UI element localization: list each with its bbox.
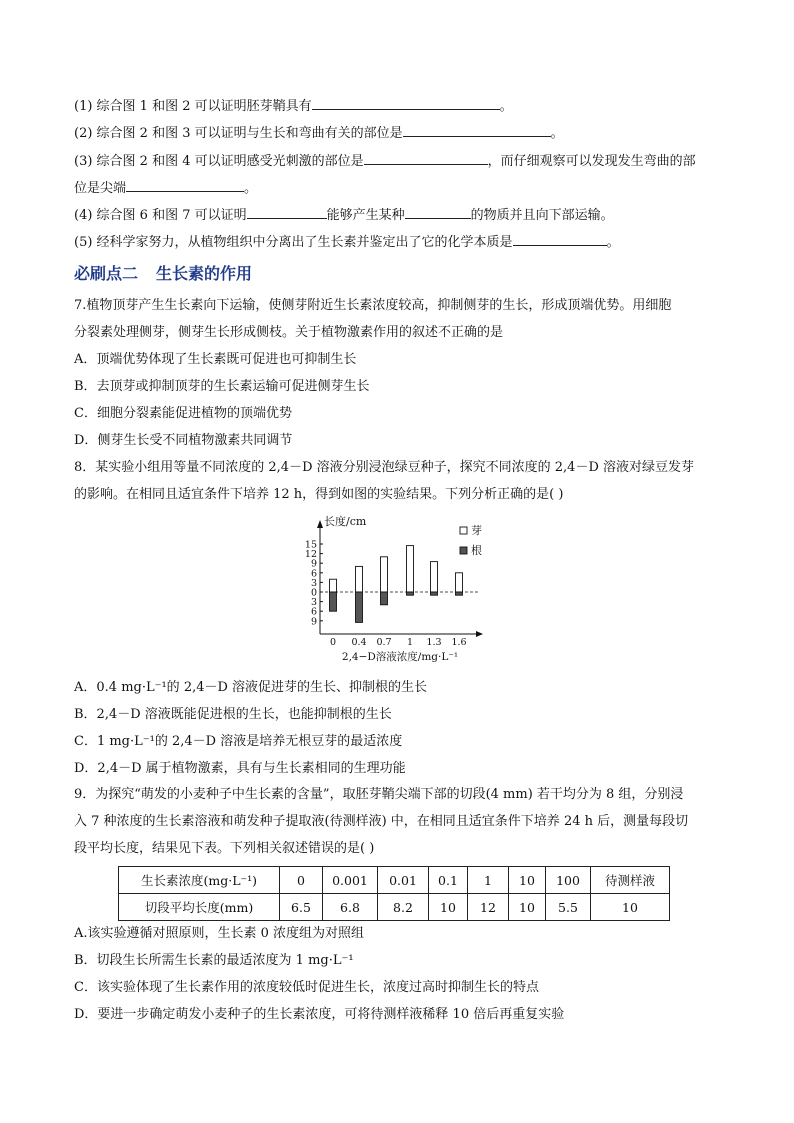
table-cell: 100 — [546, 867, 591, 894]
table-cell: 12 — [468, 894, 509, 921]
bar-root — [381, 592, 388, 605]
legend-swatch-sprout — [460, 527, 467, 534]
question-text: 。 — [606, 235, 620, 250]
fill-question-4 — [74, 205, 614, 225]
q7-option-d[interactable]: D．侧芽生长受不同植物激素共同调节 — [74, 433, 293, 448]
q9-option-a[interactable]: A.该实验遵循对照原则，生长素 0 浓度组为对照组 — [74, 926, 365, 941]
answer-blank[interactable] — [126, 178, 244, 192]
q8-option-d[interactable]: D．2,4－D 属于植物激素，具有与生长素相同的生理功能 — [74, 761, 406, 776]
data-table — [118, 866, 670, 921]
q7-stem-line2: 分裂素处理侧芽，侧芽生长形成侧枝。关于植物激素作用的叙述不正确的是 — [74, 325, 504, 340]
question-text: 。 — [550, 126, 564, 141]
answer-blank[interactable] — [247, 205, 327, 219]
table-row — [119, 867, 670, 894]
y-axis-arrow — [317, 520, 323, 528]
q8-stem-line2: 的影响。在相同且适宜条件下培养 12 h，得到如图的实验结果。下列分析正确的是( ) — [74, 487, 564, 502]
question-text: (4) 综合图 6 和图 7 可以证明 — [74, 208, 247, 223]
y-tick-label: 9 — [310, 558, 317, 570]
bar-root — [456, 592, 463, 595]
x-tick-label: 1.3 — [426, 637, 442, 648]
question-text: (3) 综合图 2 和图 4 可以证明感受光刺激的部位是 — [74, 154, 364, 169]
bar-root — [407, 592, 414, 595]
table-cell: 10 — [509, 894, 546, 921]
y-tick-label: 9 — [310, 616, 317, 628]
fill-question-3-cont — [74, 178, 257, 198]
x-tick-label: 1.6 — [451, 637, 467, 648]
fill-question-5 — [74, 232, 620, 252]
q9-option-d[interactable]: D．要进一步确定萌发小麦种子的生长素浓度，可将待测样液稀释 10 倍后再重复实验 — [74, 1007, 565, 1022]
fill-question-3 — [74, 151, 696, 171]
legend-swatch-root — [460, 547, 467, 554]
y-tick-label: 12 — [304, 549, 317, 561]
section-heading — [74, 261, 252, 284]
table-cell: 6.5 — [280, 894, 323, 921]
x-tick-label: 0 — [329, 637, 337, 648]
q9-stem-line2: 入 7 种浓度的生长素溶液和萌发种子提取液(待测样液) 中，在相同且适宜条件下培养 24 h 后，测量每段切 — [74, 814, 689, 829]
legend-label: 根 — [471, 544, 482, 557]
table-cell: 待测样液 — [591, 867, 670, 894]
bar-sprout — [356, 566, 363, 592]
bar-sprout — [381, 557, 388, 592]
x-axis-arrow — [476, 631, 483, 637]
x-tick-label: 1 — [406, 637, 414, 648]
section-label: 必刷点二 — [74, 264, 139, 283]
table-cell: 切段平均长度(mm) — [119, 894, 280, 921]
table-cell: 1 — [468, 867, 509, 894]
y-tick-label: 6 — [310, 606, 317, 618]
y-tick-label: 3 — [310, 597, 317, 609]
y-axis-label: 长度/cm — [324, 515, 367, 528]
q9-stem-line3: 段平均长度，结果见下表。下列相关叙述错误的是( ) — [74, 841, 375, 856]
y-tick-label: 15 — [304, 539, 317, 551]
legend-label: 芽 — [471, 524, 482, 537]
question-text: (5) 经科学家努力，从植物组织中分离出了生长素并鉴定出了它的化学本质是 — [74, 235, 513, 250]
table-cell: 6.8 — [323, 894, 378, 921]
q8-option-a[interactable]: A．0.4 mg·L⁻¹的 2,4－D 溶液促进芽的生长、抑制根的生长 — [74, 680, 428, 695]
question-text: 能够产生某种 — [326, 208, 405, 223]
table-cell: 10 — [509, 867, 546, 894]
bar-sprout — [407, 546, 414, 592]
y-tick-label: 6 — [310, 568, 317, 580]
question-text: 。 — [499, 99, 513, 114]
fill-question-2 — [74, 123, 564, 143]
q9-option-c[interactable]: C．该实验体现了生长素作用的浓度较低时促进生长，浓度过高时抑制生长的特点 — [74, 980, 539, 995]
bar-sprout — [456, 573, 463, 592]
table-cell: 0.001 — [323, 867, 378, 894]
y-tick-label: 3 — [310, 577, 317, 589]
q8-option-b[interactable]: B．2,4－D 溶液既能促进根的生长，也能抑制根的生长 — [74, 707, 392, 722]
table-cell: 0.01 — [378, 867, 429, 894]
table-cell: 10 — [429, 894, 468, 921]
q7-option-c[interactable]: C．细胞分裂素能促进植物的顶端优势 — [74, 406, 292, 421]
bar-root — [330, 592, 337, 611]
bar-sprout — [431, 562, 438, 592]
table-cell: 0 — [280, 867, 323, 894]
q8-stem-line1: 8．某实验小组用等量不同浓度的 2,4－D 溶液分别浸泡绿豆种子，探究不同浓度的 2,4－D 溶液对绿豆发芽 — [74, 460, 694, 475]
q7-stem-line1: 7.植物顶芽产生生长素向下运输，使侧芽附近生长素浓度较高，抑制侧芽的生长，形成顶端优势。用细胞 — [74, 298, 672, 313]
bar-root — [431, 592, 438, 595]
answer-blank[interactable] — [403, 123, 551, 137]
answer-blank[interactable] — [312, 96, 500, 110]
question-text: 。 — [244, 181, 258, 196]
q7-option-a[interactable]: A．顶端优势体现了生长素既可促进也可抑制生长 — [74, 352, 357, 367]
x-axis-label: 2,4−D溶液浓度/mg·L⁻¹ — [341, 651, 459, 663]
bar-sprout — [330, 579, 337, 592]
table-cell: 0.1 — [429, 867, 468, 894]
table-cell: 生长素浓度(mg·L⁻¹) — [119, 867, 280, 894]
question-text: 位是尖端 — [74, 181, 127, 196]
table-cell: 10 — [591, 894, 670, 921]
q9-option-b[interactable]: B．切段生长所需生长素的最适浓度为 1 mg·L⁻¹ — [74, 953, 354, 968]
q7-option-b[interactable]: B．去顶芽或抑制顶芽的生长素运输可促进侧芽生长 — [74, 379, 370, 394]
q9-stem-line1: 9．为探究“萌发的小麦种子中生长素的含量”，取胚芽鞘尖端下部的切段(4 mm) 若干均分为 8 组，分别浸 — [74, 787, 684, 802]
section-title: 生长素的作用 — [156, 264, 253, 283]
answer-blank[interactable] — [405, 205, 471, 219]
x-tick-label: 0.7 — [376, 637, 392, 648]
table-cell: 8.2 — [378, 894, 429, 921]
q8-option-c[interactable]: C．1 mg·L⁻¹的 2,4－D 溶液是培养无根豆芽的最适浓度 — [74, 734, 403, 749]
fill-question-1 — [74, 96, 513, 116]
question-text: (2) 综合图 2 和图 3 可以证明与生长和弯曲有关的部位是 — [74, 126, 403, 141]
bar-chart — [300, 512, 500, 666]
y-tick-label: 0 — [310, 587, 317, 599]
bar-root — [356, 592, 363, 622]
question-text: (1) 综合图 1 和图 2 可以证明胚芽鞘具有 — [74, 99, 312, 114]
answer-blank[interactable] — [513, 232, 607, 246]
question-text: 的物质并且向下部运输。 — [470, 208, 614, 223]
table-cell: 5.5 — [546, 894, 591, 921]
answer-blank[interactable] — [364, 151, 488, 165]
x-tick-label: 0.4 — [351, 637, 367, 648]
table-row — [119, 894, 670, 921]
question-text: ，而仔细观察可以发现发生弯曲的部 — [487, 154, 696, 169]
